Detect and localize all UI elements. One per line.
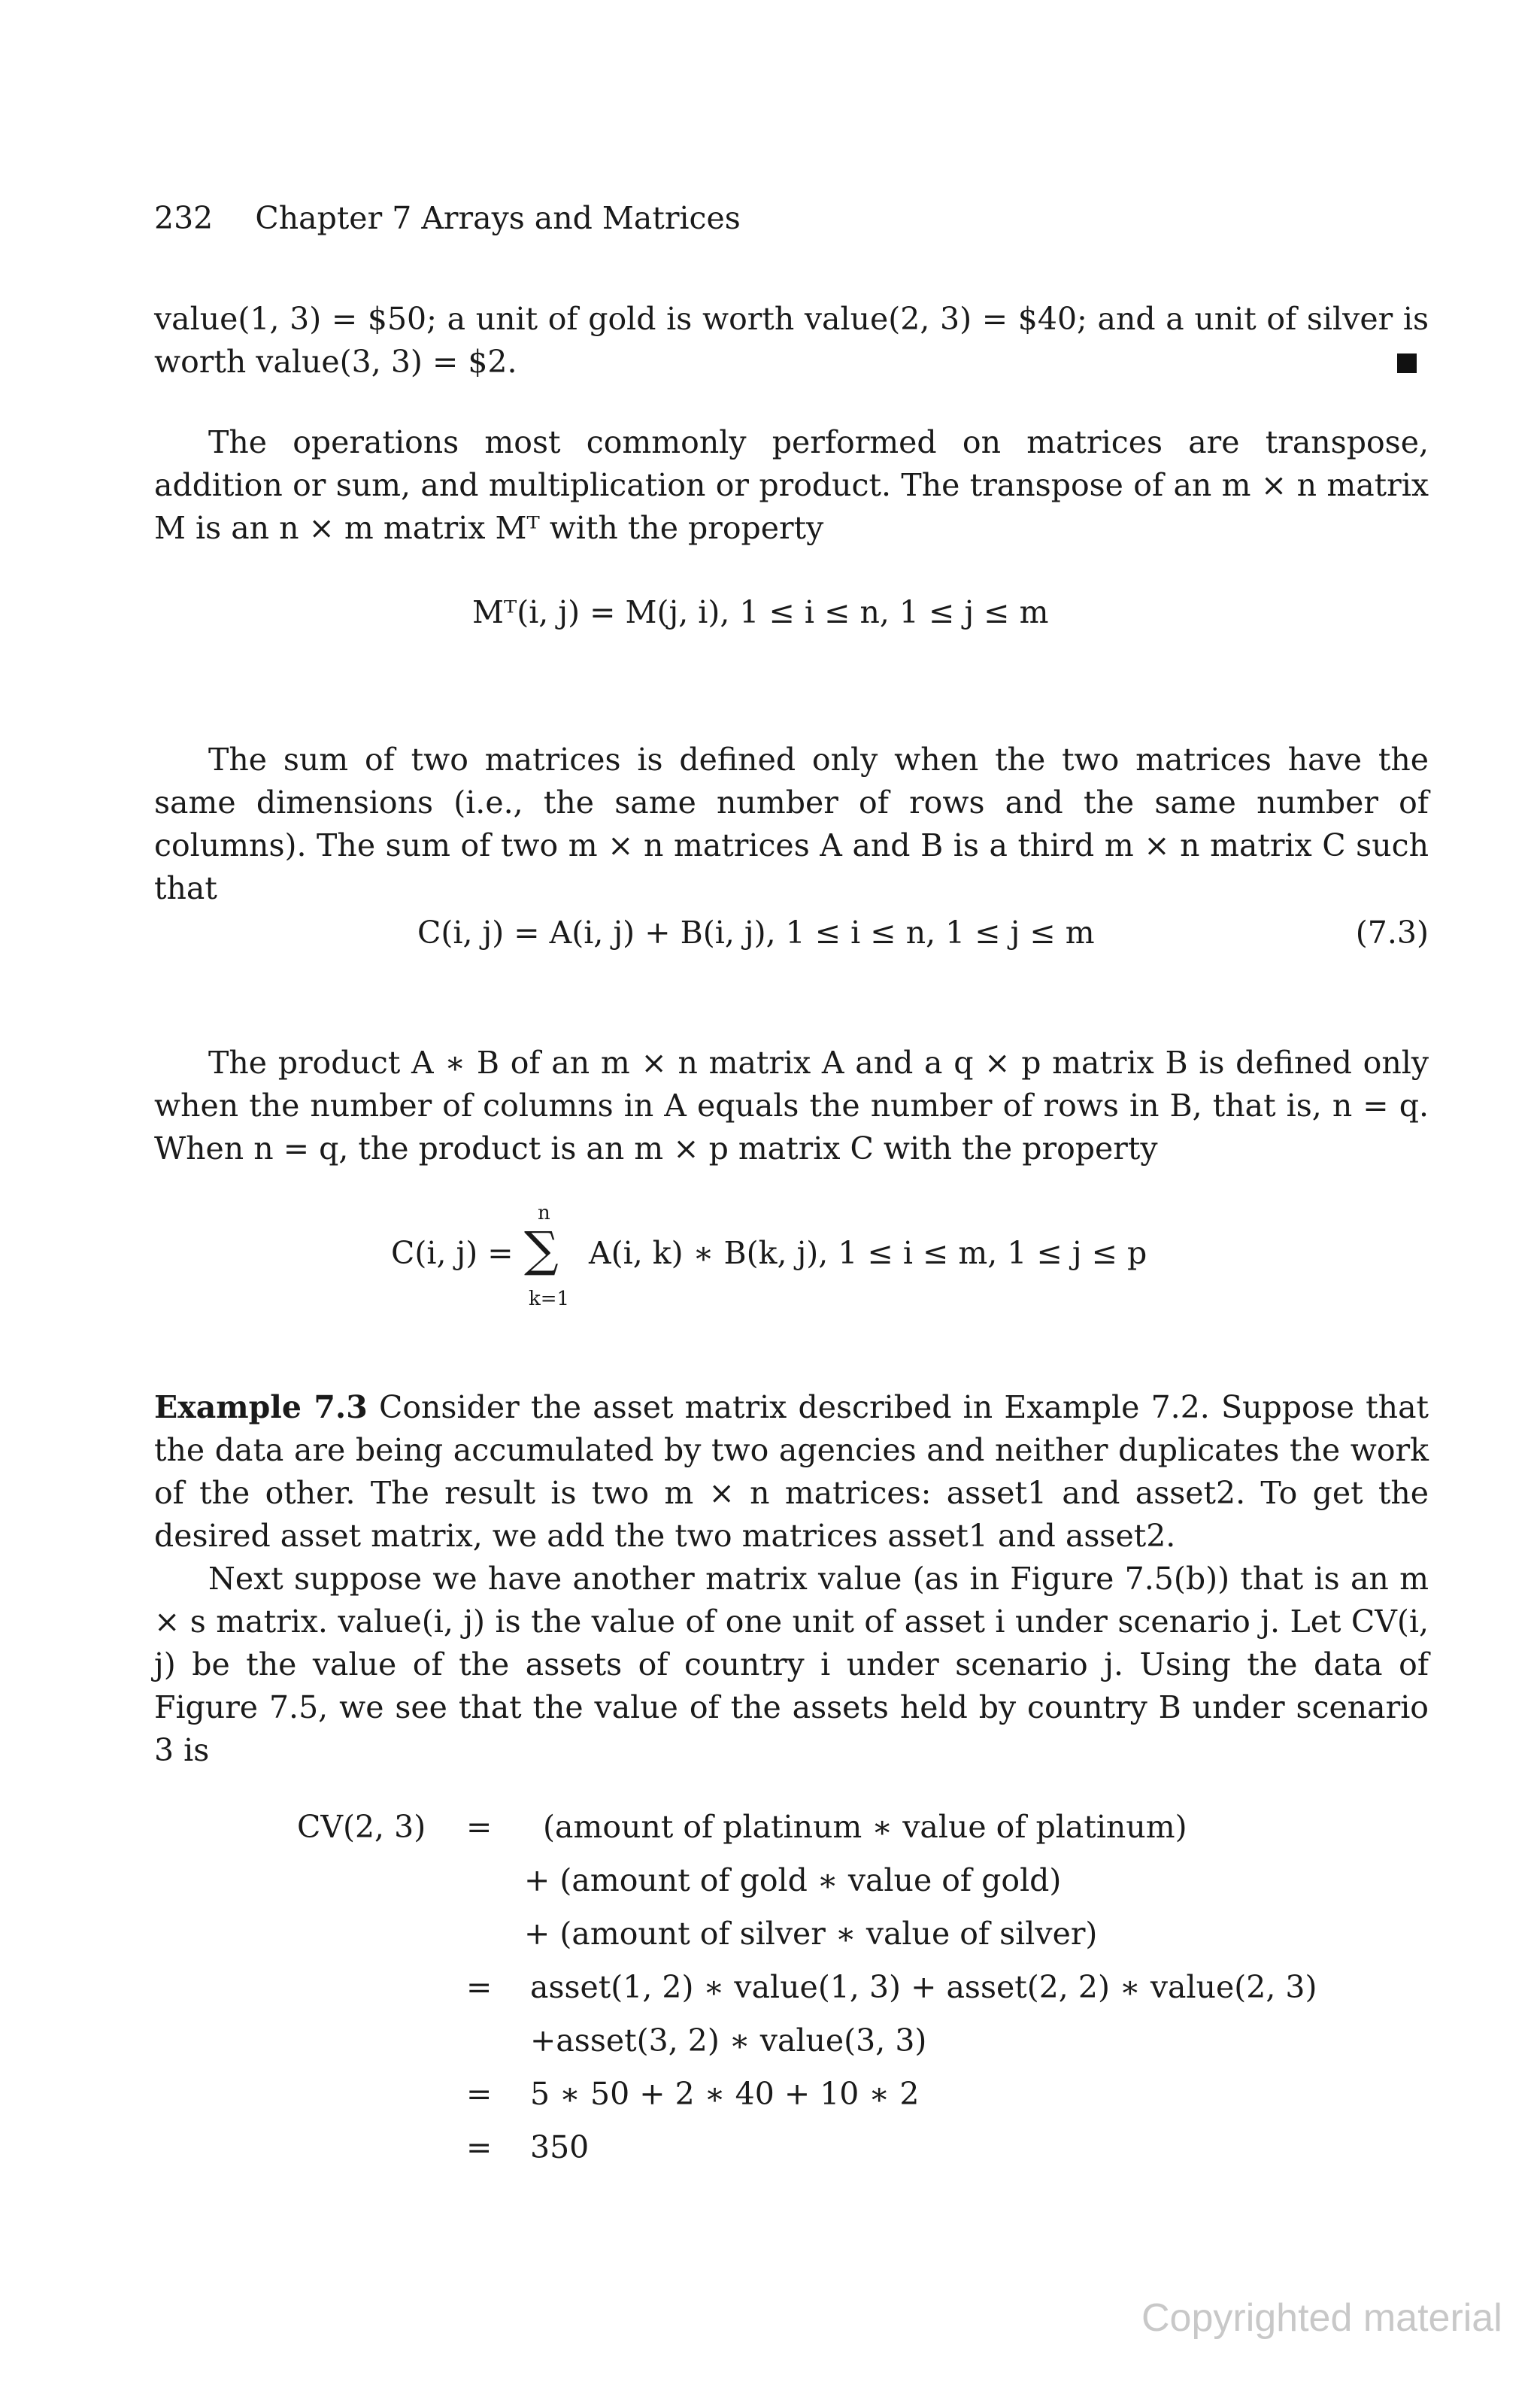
cv-line: +asset(3, 2) ∗ value(3, 3) bbox=[530, 2022, 927, 2059]
equation-product-lhs: C(i, j) = bbox=[391, 1235, 514, 1271]
paragraph-text: The product A ∗ B of an m × n matrix A and a q × p matrix B is defined only when the number of columns in A equals the number of rows in B, that is, n = q. When n = q, the product is an m × p matrix C with the property bbox=[154, 1045, 1429, 1167]
cv-line: + (amount of silver ∗ value of silver) bbox=[524, 1916, 1098, 1952]
example-heading: Example 7.3 bbox=[154, 1389, 368, 1425]
cv-equals: = bbox=[466, 2076, 493, 2112]
equation-transpose: Mᵀ(i, j) = M(j, i), 1 ≤ i ≤ n, 1 ≤ j ≤ m bbox=[472, 594, 1049, 630]
equation-number: (7.3) bbox=[1355, 915, 1429, 951]
paragraph-text: value(1, 3) = $50; a unit of gold is worth value(2, 3) = $40; and a unit of silver is worth value(3, 3) = $2. bbox=[154, 301, 1429, 380]
cv-line: asset(1, 2) ∗ value(1, 3) + asset(2, 2) ∗ value(2, 3) bbox=[530, 1969, 1317, 2005]
cv-line: 5 ∗ 50 + 2 ∗ 40 + 10 ∗ 2 bbox=[530, 2076, 920, 2112]
example-7-3 bbox=[154, 1386, 1429, 1772]
end-of-example-mark bbox=[1397, 353, 1417, 373]
page-number: 232 bbox=[154, 200, 214, 236]
cv-equals: = bbox=[466, 2129, 493, 2165]
cv-line: 350 bbox=[530, 2129, 590, 2165]
sum-lower-limit: k=1 bbox=[529, 1288, 570, 1310]
sum-upper-limit: n bbox=[538, 1202, 550, 1224]
paragraph-text: The sum of two matrices is defined only when the two matrices have the same dimensions (i.e., the same number of rows and the same number of columns). The sum of two m × n matrices A and B is a third m × n matrix C such that bbox=[154, 742, 1429, 906]
running-header bbox=[154, 197, 741, 239]
cv-equals: = bbox=[466, 1809, 493, 1845]
paragraph-operations bbox=[154, 421, 1429, 550]
cv-equals: = bbox=[466, 1969, 493, 2005]
paragraph-opening bbox=[154, 298, 1429, 384]
cv-line: + (amount of gold ∗ value of gold) bbox=[524, 1862, 1062, 1898]
copyright-watermark: Copyrighted material bbox=[1141, 2296, 1502, 2340]
paragraph-sum bbox=[154, 739, 1429, 910]
equation-product-rhs: A(i, k) ∗ B(k, j), 1 ≤ i ≤ m, 1 ≤ j ≤ p bbox=[589, 1235, 1147, 1271]
equation-sum: C(i, j) = A(i, j) + B(i, j), 1 ≤ i ≤ n, 1 ≤ j ≤ m bbox=[417, 915, 1095, 951]
paragraph-text: The operations most commonly performed on matrices are transpose, addition or sum, and multiplication or product. The transpose of an m × n matrix M is an n × m matrix Mᵀ with the property bbox=[154, 424, 1429, 546]
summation-sign: ∑ bbox=[524, 1222, 559, 1278]
paragraph-product bbox=[154, 1042, 1429, 1170]
paragraph-text: Example 7.3 Consider the asset matrix described in Example 7.2. Suppose that the data are being accumulated by two agencies and neither duplicates the work of the other. The result is two m × n matrices: asset1 and asset2. To get the desired asset matrix, we add the two matrices asset1 and asset2. bbox=[154, 1389, 1429, 1554]
paragraph-text: Next suppose we have another matrix value (as in Figure 7.5(b)) that is an m × s matrix. value(i, j) is the value of one unit of asset i under scenario j. Let CV(i, j) be the value of the assets of country i under scenario j. Using the data of Figure 7.5, we see that the value of the assets held by country B under scenario 3 is bbox=[154, 1561, 1429, 1768]
cv-line: (amount of platinum ∗ value of platinum) bbox=[543, 1809, 1187, 1845]
chapter-title: Chapter 7 Arrays and Matrices bbox=[255, 200, 741, 236]
cv-lhs: CV(2, 3) bbox=[297, 1809, 426, 1845]
